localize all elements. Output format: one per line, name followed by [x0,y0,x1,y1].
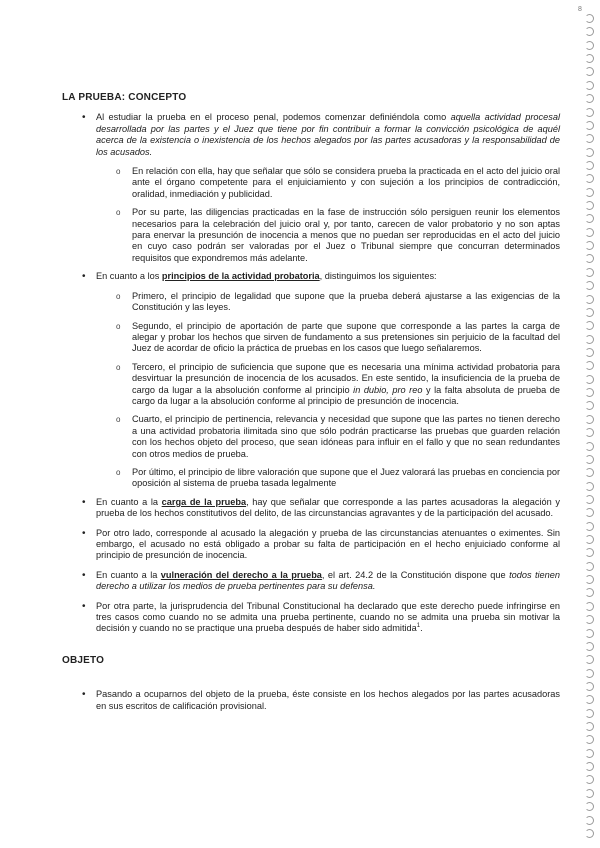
binding-ring-icon [585,281,594,290]
binding-ring-icon [585,201,594,210]
principle-legalidad: o Primero, el principio de legalidad que supone que la prueba deberá ajustarse a las exigencias de la Constitución y las leyes. [62,291,560,314]
section-heading-concepto: LA PRUEBA: CONCEPTO [62,92,187,103]
binding-ring-icon [585,361,594,370]
binding-ring-icon [585,508,594,517]
principle-aportacion: o Segundo, el principio de aportación de parte que supone que corresponde a las partes la carga de alegar y probar los hechos que sirven de fundamento a sus pretensiones sin perjuicio de la facultad del Juez de acordar de oficio la práctica de pruebas en los casos que luego señalaremos. [62,321,560,355]
binding-ring-icon [585,188,594,197]
section-heading-objeto: OBJETO [62,654,105,666]
binding-ring-icon [585,241,594,250]
binding-ring-icon [585,94,594,103]
binding-ring-icon [585,148,594,157]
binding-ring-icon [585,468,594,477]
binding-ring-icon [585,642,594,651]
binding-ring-icon [585,455,594,464]
carga-text: carga de la prueba [161,496,247,507]
binding-ring-icon [585,214,594,223]
paragraph-carga: • En cuanto a la carga de la prueba, hay que señalar que corresponde a las partes acusadoras la alegación y prueba de los hechos constitutivos del delito, de las circunstancias agravantes y de la participación del acusado. [62,497,560,520]
binding-ring-icon [585,575,594,584]
binding-ring-icon [585,161,594,170]
paragraph-objeto: • Pasando a ocuparnos del objeto de la prueba, éste consiste en los hechos alegados por las partes acusadoras en sus escritos de calificación provisional. [62,689,560,712]
binding-ring-icon [585,442,594,451]
binding-ring-icon [585,602,594,611]
paragraph-principios: • En cuanto a los principios de la actividad probatoria, distinguimos los siguientes: [62,271,560,282]
binding-ring-icon [585,54,594,63]
binding-ring-icon [585,775,594,784]
binding-ring-icon [585,27,594,36]
binding-ring-icon [585,108,594,117]
binding-ring-icon [585,254,594,263]
binding-ring-icon [585,67,594,76]
paragraph-vulneracion: • En cuanto a la vulneración del derecho a la prueba, el art. 24.2 de la Constitución dispone que todos tienen derecho a utilizar los medios de prueba pertinentes para su defensa. [62,570,560,593]
binding-ring-icon [585,482,594,491]
binding-ring-icon [585,722,594,731]
binding-ring-icon [585,522,594,531]
binding-ring-icon [585,749,594,758]
binding-ring-icon [585,548,594,557]
binding-ring-icon [585,816,594,825]
definition-italic: aquella actividad procesal desarrollada por las partes y el Juez que tiene por fin contribuir a formar la convicción psicológica de aquél acerca de la existencia o inexistencia de los hechos alegados por las partes acusadoras y la responsabilidad de los acusados. [96,112,560,157]
binding-ring-icon [585,615,594,624]
binding-ring-icon [585,682,594,691]
binding-ring-icon [585,428,594,437]
binding-ring-icon [585,629,594,638]
binding-ring-icon [585,495,594,504]
binding-ring-icon [585,535,594,544]
paragraph-definition: • Al estudiar la prueba en el proceso penal, podemos comenzar definiéndola como aquella actividad procesal desarrollada por las partes y el Juez que tiene por fin contribuir a formar la convicción psicológica de aquél acerca de la existencia o inexistencia de los hechos alegados por las partes acusadoras y la responsabilidad de los acusados. [62,112,560,158]
binding-ring-icon [585,335,594,344]
binding-ring-icon [585,388,594,397]
paragraph-otro-lado: • Por otro lado, corresponde al acusado la alegación y prueba de las circunstancias atenuantes o eximentes. Sin embargo, el acusado no está obligado a probar su falta de participación en el hecho enjuiciado conforme al principio de presunción de inocencia. [62,528,560,562]
binding-ring-icon [585,321,594,330]
binding-ring-icon [585,655,594,664]
binding-ring-icon [585,735,594,744]
binding-ring-icon [585,401,594,410]
binding-ring-icon [585,588,594,597]
paragraph-jurisprudencia: • Por otra parte, la jurisprudencia del Tribunal Constitucional ha declarado que este derecho puede infringirse en tres casos como cuando no se admita una prueba pertinente, cuando no se admita una prueba sin motivar la decisión y cuando no se practique una prueba después de haber sido admitida$^1$. [62,601,560,635]
binding-ring-icon [585,295,594,304]
binding-ring-icon [585,308,594,317]
binding-ring-icon [585,695,594,704]
binding-ring-icon [585,415,594,424]
principle-suficiencia: o Tercero, el principio de suficiencia que supone que es necesaria una mínima actividad probatoria para desvirtuar la presunción de inocencia de los acusados. En este sentido, la insuficiencia de la prueba de cargo da lugar a la absolución conforme al principio in dubio, pro reo y la falta absoluta de prueba de cargo da lugar a la absolución conforme al principio de presunción de inocencia. [62,362,560,408]
binding-ring-icon [585,81,594,90]
binding-ring-icon [585,789,594,798]
binding-ring-icon [585,41,594,50]
binding-ring-icon [585,669,594,678]
vulneracion-text: vulneración del derecho a la prueba [160,569,322,580]
binding-ring-icon [585,14,594,23]
binding-ring-icon [585,268,594,277]
binding-ring-icon [585,228,594,237]
binding-ring-icon [585,829,594,838]
binding-rings [582,14,596,838]
binding-ring-icon [585,709,594,718]
principios-link-text: principios de la actividad probatoria [161,271,320,282]
binding-ring-icon [585,348,594,357]
page-number: 8 [578,6,582,13]
binding-ring-icon [585,375,594,384]
binding-ring-icon [585,134,594,143]
principle-pertinencia: o Cuarto, el principio de pertinencia, relevancia y necesidad que supone que las partes no tienen derecho a una actividad probatoria ilimitada sino que sólo podrán practicarse las pruebas que guarden relación con los hechos objeto del proceso, que sean idóneas para influir en el fallo y que no sean redundantes con otros medios de prueba. [62,414,560,460]
binding-ring-icon [585,802,594,811]
principle-libre-valoracion: o Por último, el principio de libre valoración que supone que el Juez valorará las pruebas en conciencia por oposición al sistema de prueba tasada legalmente [62,467,560,490]
binding-ring-icon [585,121,594,130]
sub-item-instruccion: o Por su parte, las diligencias practicadas en la fase de instrucción sólo persiguen reunir los elementos necesarios para la celebración del juicio oral y, por tanto, carecen de valor probatorio y no son aptas para enervar la presunción de inocencia a menos que no puedan ser reproducidas en el acto del juicio en cuyo caso podrán ser valoradas por el Juez o Tribunal siempre que concurran determinados requisitos que expondremos más adelante. [62,207,560,264]
binding-ring-icon [585,762,594,771]
page-content [62,92,560,720]
binding-ring-icon [585,562,594,571]
binding-ring-icon [585,174,594,183]
sub-item-juicio-oral: o En relación con ella, hay que señalar que sólo se considera prueba la practicada en el acto del juicio oral ante el órgano competente para el enjuiciamiento y con sujeción a los principios de contradicción, oralidad, inmediación y publicidad. [62,166,560,200]
footnote-marker: 1 [416,623,421,630]
